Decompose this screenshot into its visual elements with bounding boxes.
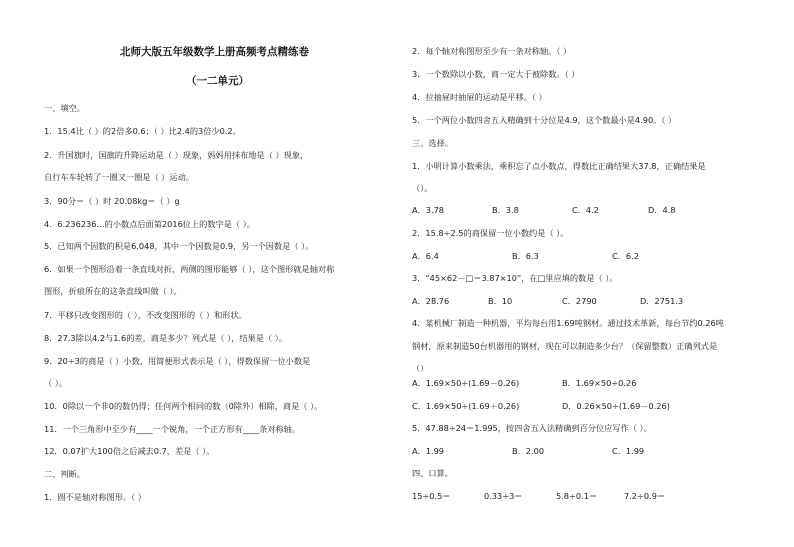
choice-3-option-a: A．28.76 <box>412 296 450 306</box>
question-fill-5: 5．已知两个因数的积是6.048，其中一个因数是0.9，另一个因数是（ ）。 <box>44 241 314 251</box>
oral-item-1: 15÷0.5＝ <box>412 491 451 501</box>
worksheet-title: 北师大版五年级数学上册高频考点精练卷 <box>120 46 309 58</box>
question-judge-5: 5．一个两位小数四舍五入精确到十分位是4.9，这个数最小是4.90。（ ） <box>412 115 677 125</box>
choice-1-option-d: D．4.8 <box>648 205 676 215</box>
question-choice-3: 3．“45×62－□＝3.87×10”，在□里应填的数是（ ）。 <box>412 273 618 283</box>
question-fill-9a: 9．20÷3的商是（ ）小数，用简便形式表示是（ ），得数保留一位小数是 <box>44 356 311 366</box>
question-fill-8: 8．27.3除以4.2与1.6的差，商是多少？列式是（ ），结果是（ ）。 <box>44 333 287 343</box>
question-fill-6a: 6．如果一个图形沿着一条直线对折，两侧的图形能够（ ），这个图形就是轴对称 <box>44 264 335 274</box>
question-fill-2b: 自行车车轮转了一圈又一圈是（ ）运动。 <box>44 172 194 182</box>
question-choice-4a: 4．某机械厂制造一种机器，平均每台用1.69吨钢材。通过技术革新，每台节约0.26吨 <box>412 318 724 328</box>
oral-item-4: 7.2÷0.9＝ <box>624 491 666 501</box>
question-fill-6b: 图形，折痕所在的这条直线叫做（ ）。 <box>44 286 182 296</box>
section-heading-choice: 三、选择。 <box>412 138 453 148</box>
question-choice-1a: 1．小明计算小数乘法，乘积忘了点小数点，得数比正确结果大37.8，正确结果是 <box>412 161 706 171</box>
choice-2-option-c: C．6.2 <box>612 251 639 261</box>
question-choice-2: 2．15.8÷2.5的商保留一位小数约是（ ）。 <box>412 228 569 238</box>
section-heading-fill-blank: 一、填空。 <box>44 103 85 113</box>
oral-item-3: 5.8÷0.1＝ <box>556 491 598 501</box>
question-fill-11: 11．一个三角形中至少有____一个锐角，一个正方形有____条对称轴。 <box>44 424 301 434</box>
question-fill-1: 1．15.4比（ ）的2倍多0.6；（ ）比2.4的3倍少0.2。 <box>44 126 241 136</box>
question-judge-1: 1．圆不是轴对称图形。（ ） <box>44 492 146 502</box>
question-fill-2a: 2．升国旗时，国旗的升降运动是（ ）现象，妈妈用抹布地是（ ）现象， <box>44 150 309 160</box>
choice-5-option-b: B．2.00 <box>512 446 545 456</box>
choice-4-option-b: B．1.69×50÷0.26 <box>562 378 637 388</box>
choice-1-option-b: B．3.8 <box>492 205 519 215</box>
choice-3-option-d: D．2751.3 <box>640 296 684 306</box>
choice-4-option-d: D．0.26×50÷(1.69－0.26) <box>562 401 670 411</box>
choice-1-option-c: C．4.2 <box>572 205 599 215</box>
question-choice-1b: （）。 <box>412 183 433 193</box>
choice-3-option-b: B．10 <box>488 296 513 306</box>
question-judge-4: 4．拉抽屉时抽屉的运动是平移。（ ） <box>412 92 547 102</box>
question-judge-2: 2．每个轴对称图形至少有一条对称轴。（ ） <box>412 46 572 56</box>
choice-5-option-c: C．1.99 <box>612 446 645 456</box>
section-heading-judge: 二、判断。 <box>44 469 85 479</box>
choice-2-option-a: A．6.4 <box>412 251 439 261</box>
choice-4-option-c: C．1.69×50÷(1.69＋0.26) <box>412 401 520 411</box>
question-fill-7: 7．平移只改变图形的（ ），不改变图形的（ ）和形状。 <box>44 310 247 320</box>
choice-5-option-a: A．1.99 <box>412 446 445 456</box>
question-choice-4c: （） <box>412 363 429 373</box>
question-judge-3: 3．一个数除以小数，商一定大于被除数。（ ） <box>412 69 580 79</box>
worksheet-subtitle: （一二单元） <box>186 75 249 87</box>
section-heading-oral: 四、口算。 <box>412 468 453 478</box>
choice-3-option-c: C．2790 <box>562 296 597 306</box>
oral-item-2: 0.33÷3＝ <box>484 491 523 501</box>
question-choice-5: 5．47.88÷24＝1.995，按四舍五入法精确到百分位应写作（ ）。 <box>412 423 652 433</box>
choice-2-option-b: B．6.3 <box>512 251 539 261</box>
question-fill-4: 4．6.236236…的小数点后面第2016位上的数字是（ ）。 <box>44 219 255 229</box>
question-fill-3: 3．90分＝（ ）时 20.08kg＝（ ）g <box>44 196 180 206</box>
choice-4-option-a: A．1.69×50÷(1.69－0.26) <box>412 378 520 388</box>
question-fill-12: 12．0.07扩大100倍之后减去0.7，差是（ ）。 <box>44 446 215 456</box>
choice-1-option-a: A．3.78 <box>412 205 445 215</box>
question-fill-9b: （ ）。 <box>44 378 68 388</box>
question-fill-10: 10．0除以一个非0的数仍得；任何两个相同的数（0除外）相除，商是（ ）。 <box>44 401 323 411</box>
question-choice-4b: 钢材，原来制造50台机器用的钢材，现在可以制造多少台？（保留整数）正确列式是 <box>412 341 718 351</box>
